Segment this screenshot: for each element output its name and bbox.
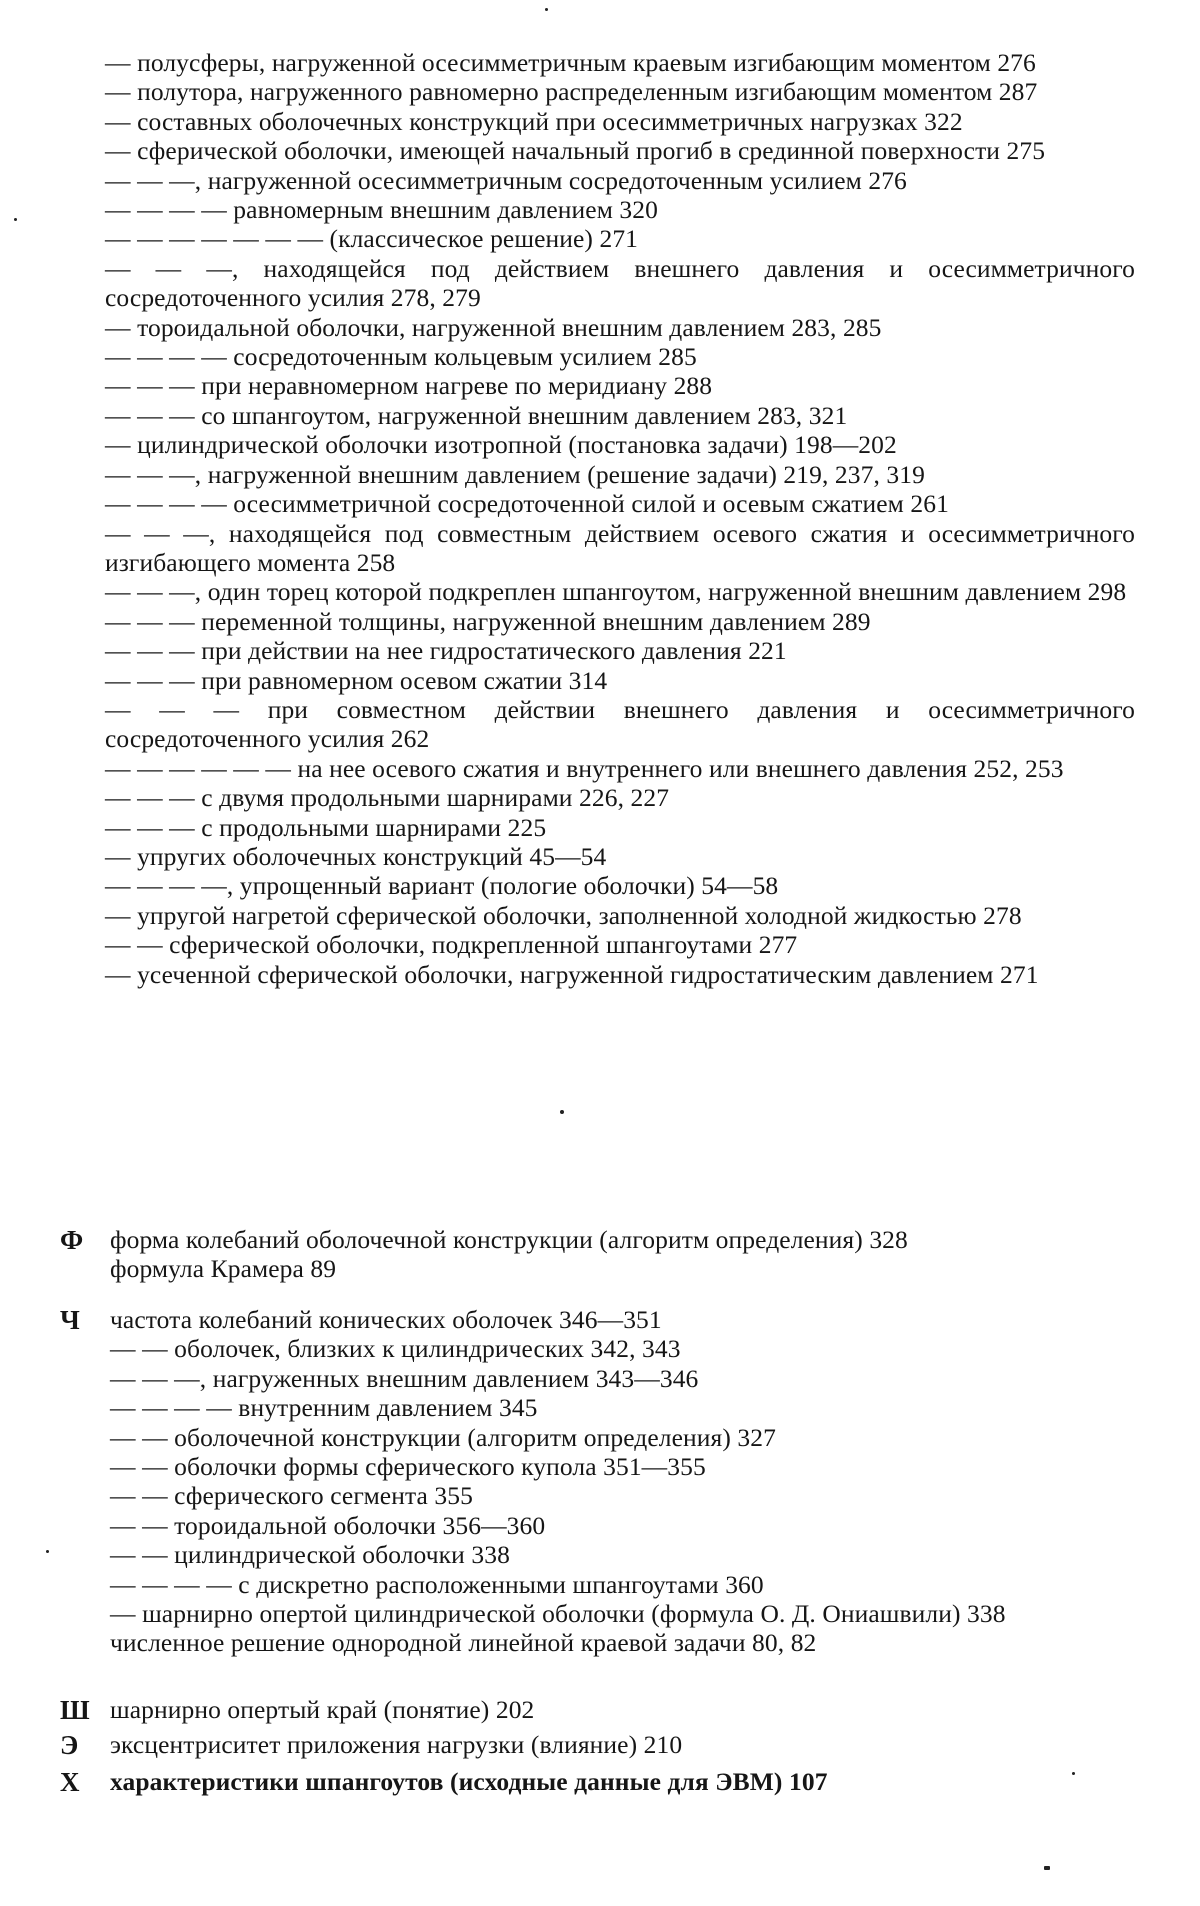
index-entry: — — сферической оболочки, подкрепленной шпангоутами 277	[105, 930, 798, 960]
section-letter: Х	[60, 1767, 80, 1797]
index-entry: — — тороидальной оболочки 356—360	[110, 1510, 546, 1540]
index-section-sh	[55, 1695, 1135, 1724]
index-entry: — упругих оболочечных конструкций 45—54	[105, 841, 607, 871]
index-section-ch	[55, 1305, 1135, 1658]
index-section-e	[55, 1730, 1135, 1759]
index-entry: формула Крамера 89	[110, 1254, 337, 1284]
index-entry: — — —, нагруженных внешним давлением 343—346	[110, 1363, 699, 1393]
scan-speck	[545, 8, 548, 11]
index-entry: — — оболочки формы сферического купола 351—355	[110, 1452, 706, 1482]
index-entry: шарнирно опертый край (понятие) 202	[110, 1695, 535, 1724]
index-entry: — усеченной сферической оболочки, нагруженной гидростатическим давлением 271	[105, 959, 1039, 989]
index-entry: — — цилиндрической оболочки 338	[110, 1540, 510, 1570]
section-letter: Ф	[60, 1225, 84, 1255]
index-entry: — — — — с дискретно расположенными шпангоутами 360	[110, 1569, 764, 1599]
section-letter: Э	[60, 1730, 79, 1760]
index-entry: — шарнирно опертой цилиндрической оболочки (формула О. Д. Ониашвили) 338	[110, 1599, 1006, 1629]
scan-speck	[560, 1110, 564, 1114]
section-letter: Ч	[60, 1305, 80, 1335]
index-entry: — — сферического сегмента 355	[110, 1481, 473, 1511]
index-entry: характеристики шпангоутов (исходные данные для ЭВМ) 107	[110, 1767, 828, 1796]
index-entry: — цилиндрической оболочки изотропной (постановка задачи) 198—202	[105, 430, 897, 460]
index-entry: — тороидальной оболочки, нагруженной внешним давлением 283, 285	[105, 312, 882, 342]
index-entry: — сферической оболочки, имеющей начальный прогиб в срединной поверхности 275	[105, 136, 1046, 166]
scan-speck	[14, 218, 17, 221]
index-entry: — — — со шпангоутом, нагруженной внешним давлением 283, 321	[105, 400, 848, 430]
index-entry: — полутора, нагруженного равномерно распределенным изгибающим моментом 287	[105, 77, 1038, 107]
index-entry: эксцентриситет приложения нагрузки (влияние) 210	[110, 1730, 683, 1759]
index-entry: — — —, находящейся под действием внешнего давления и осесимметричного сосредоточенного усилия 278, 279	[105, 253, 1135, 313]
index-entry: — — — переменной толщины, нагруженной внешним давлением 289	[105, 606, 871, 636]
index-entry: частота колебаний конических оболочек 346—351	[110, 1305, 662, 1334]
index-entry: — — — — — — — (классическое решение) 271	[105, 224, 639, 254]
scan-speck	[46, 1550, 49, 1553]
index-entry: — — оболочечной конструкции (алгоритм определения) 327	[110, 1422, 776, 1452]
scan-speck	[1044, 1866, 1050, 1870]
index-entry: — — — при действии на нее гидростатического давления 221	[105, 636, 787, 666]
index-entry: — — — при совместном действии внешнего давления и осесимметричного сосредоточенного усилия 262	[105, 694, 1135, 754]
index-entry: — — —, нагруженной осесимметричным сосредоточенным усилием 276	[105, 165, 907, 195]
section-letter: Ш	[60, 1695, 90, 1725]
index-entry: — полусферы, нагруженной осесимметричным краевым изгибающим моментом 276	[105, 48, 1036, 77]
scan-speck	[1072, 1772, 1075, 1775]
index-entry: — — — — равномерным внешним давлением 320	[105, 195, 658, 225]
index-entry: — — — при равномерном осевом сжатии 314	[105, 665, 608, 695]
index-entry: — — — с продольными шарнирами 225	[105, 812, 547, 842]
index-entry: — — — — внутренним давлением 345	[110, 1393, 538, 1423]
index-continuation-block	[55, 48, 1135, 989]
index-entry: — — — при неравномерном нагреве по меридиану 288	[105, 371, 713, 401]
index-entry: — — — — сосредоточенным кольцевым усилием 285	[105, 342, 697, 372]
index-entry: — — — — осесимметричной сосредоточенной силой и осевым сжатием 261	[105, 489, 949, 519]
index-entry: численное решение однородной линейной краевой задачи 80, 82	[110, 1628, 817, 1658]
index-entry: — — —, нагруженной внешним давлением (решение задачи) 219, 237, 319	[105, 459, 925, 489]
index-entry: — составных оболочечных конструкций при осесимметричных нагрузках 322	[105, 106, 963, 136]
index-entry: — — —, один торец которой подкреплен шпангоутом, нагруженной внешним давлением 298	[105, 577, 1127, 607]
index-entry: — — — с двумя продольными шарнирами 226, 227	[105, 783, 670, 813]
index-entry: — — — —, упрощенный вариант (пологие оболочки) 54—58	[105, 871, 779, 901]
index-entry: форма колебаний оболочечной конструкции (алгоритм определения) 328	[110, 1225, 908, 1254]
index-section-kh	[55, 1767, 1135, 1796]
index-entry: — — —, находящейся под совместным действием осевого сжатия и осесимметричного изгибающего момента 258	[105, 518, 1135, 577]
index-entry: — — оболочек, близких к цилиндрических 342, 343	[110, 1334, 681, 1364]
index-entry: — упругой нагретой сферической оболочки, заполненной холодной жидкостью 278	[105, 900, 1022, 930]
index-section-f	[55, 1225, 1135, 1284]
index-entry: — — — — — — на нее осевого сжатия и внутреннего или внешнего давления 252, 253	[105, 753, 1064, 783]
